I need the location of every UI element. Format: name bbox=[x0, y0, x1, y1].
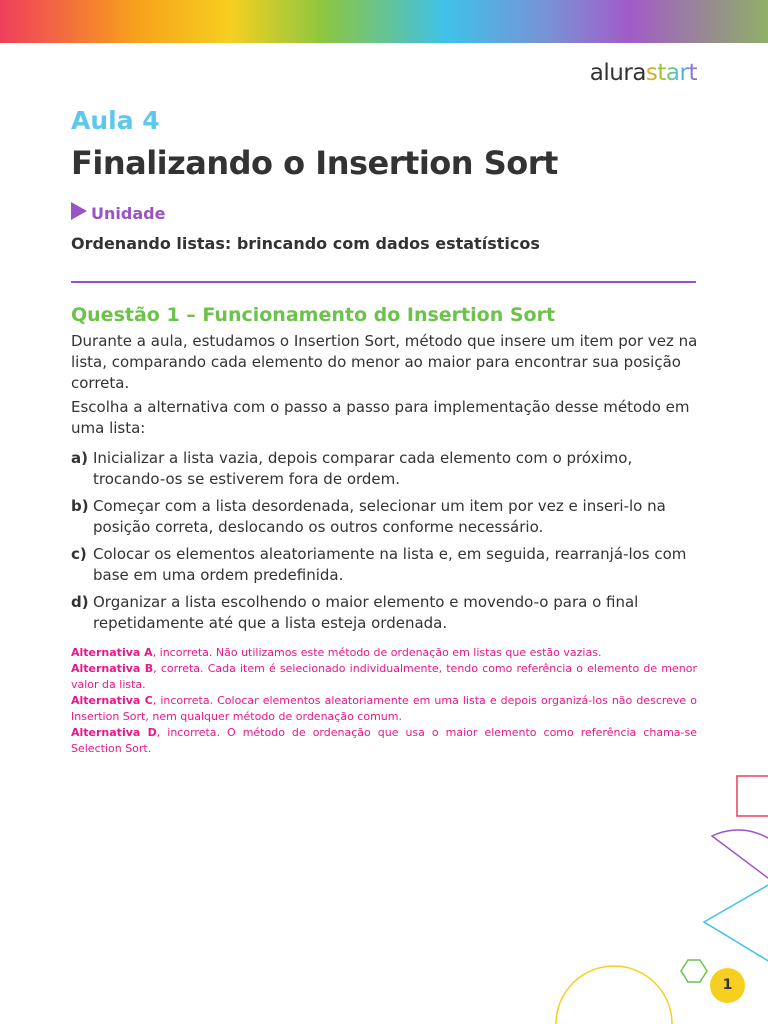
option-letter: c) bbox=[71, 545, 87, 563]
option-letter: d) bbox=[71, 593, 89, 611]
unit-label-text: Unidade bbox=[91, 204, 166, 223]
green-hexagon-shape bbox=[681, 960, 707, 982]
question-title: Questão 1 – Funcionamento do Insertion Sort bbox=[71, 304, 556, 326]
page-number-badge: 1 bbox=[710, 968, 745, 1003]
feedback-text: , incorreta. Colocar elementos aleatoriamente em uma lista e depois organizá-los não descreve o Insertion Sort, nem qualquer método de ordenação comum. bbox=[71, 694, 697, 723]
red-square-shape bbox=[737, 776, 768, 816]
blue-triangle-shape bbox=[704, 884, 768, 962]
feedback-label: Alternativa B bbox=[71, 662, 154, 675]
yellow-arc-shape bbox=[556, 966, 672, 1024]
option-letter: a) bbox=[71, 449, 88, 467]
option-letter: b) bbox=[71, 497, 89, 515]
question-prompt: Escolha a alternativa com o passo a passo para implementação desse método em uma lista: bbox=[71, 398, 690, 437]
option-text: Organizar a lista escolhendo o maior elemento e movendo-o para o final repetidamente até que a lista esteja ordenada. bbox=[93, 593, 639, 632]
feedback-label: Alternativa D bbox=[71, 726, 157, 739]
logo-suffix: start bbox=[645, 60, 697, 86]
purple-semicircle-shape bbox=[712, 830, 768, 878]
feedback-label: Alternativa A bbox=[71, 646, 153, 659]
logo-prefix: alura bbox=[589, 60, 646, 86]
option-text: Inicializar a lista vazia, depois comparar cada elemento com o próximo, trocando-os se estiverem fora de ordem. bbox=[93, 449, 633, 488]
unit-name: Ordenando listas: brincando com dados estatísticos bbox=[71, 234, 540, 253]
question-intro: Durante a aula, estudamos o Insertion Sort, método que insere um item por vez na lista, comparando cada elemento do menor ao maior para encontrar sua posição correta. bbox=[71, 332, 698, 392]
lesson-number: Aula 4 bbox=[71, 106, 160, 135]
feedback-text: , incorreta. O método de ordenação que usa o maior elemento como referência chama-se Selection Sort. bbox=[71, 726, 697, 755]
page-title: Finalizando o Insertion Sort bbox=[71, 144, 558, 182]
option-text: Colocar os elementos aleatoriamente na lista e, em seguida, rearranjá-los com base em uma ordem predefinida. bbox=[93, 545, 687, 584]
feedback-label: Alternativa C bbox=[71, 694, 153, 707]
option-text: Começar com a lista desordenada, selecionar um item por vez e inseri-lo na posição correta, deslocando os outros conforme necessário. bbox=[93, 497, 666, 536]
feedback-text: , correta. Cada item é selecionado individualmente, tendo como referência o elemento de menor valor da lista. bbox=[71, 662, 697, 691]
feedback-text: , incorreta. Não utilizamos este método de ordenação em listas que estão vazias. bbox=[152, 646, 602, 659]
